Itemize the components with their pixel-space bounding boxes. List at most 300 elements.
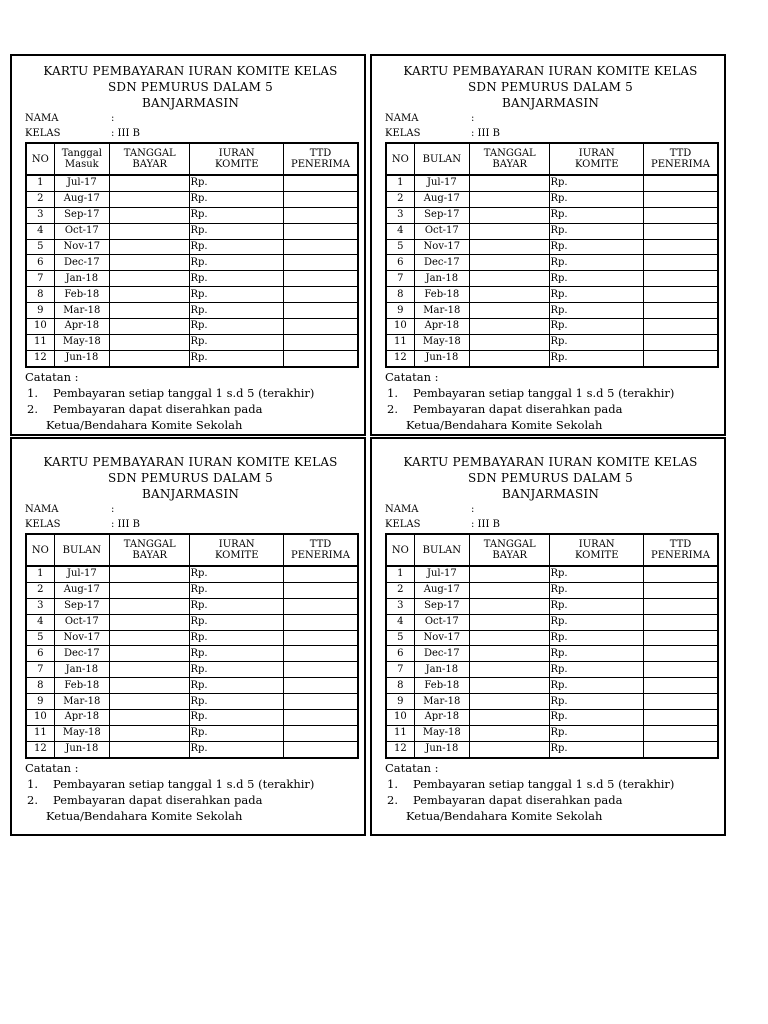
row-no: 11: [26, 334, 54, 350]
row-iuran: Rp.: [550, 255, 644, 271]
row-iuran: Rp.: [190, 582, 284, 598]
note-2-text: Pembayaran dapat diserahkan pada: [53, 792, 263, 807]
card-title-line-2: SDN PEMURUS DALAM 5: [107, 80, 274, 94]
note-1-text: Pembayaran setiap tanggal 1 s.d 5 (terakhir): [53, 776, 315, 791]
nama-row: [25, 111, 356, 126]
row-tanggal-bayar: [469, 334, 549, 350]
card-body: [372, 56, 724, 433]
row-iuran: Rp.: [550, 710, 644, 726]
row-month: Aug-17: [54, 582, 109, 598]
row-tanggal-bayar: [109, 191, 189, 207]
row-tanggal-bayar: [109, 566, 189, 582]
kelas-value: : III B: [111, 519, 140, 530]
table-row: [386, 646, 718, 662]
row-month: Dec-17: [414, 646, 469, 662]
card-title-line-3: BANJARMASIN: [501, 96, 600, 110]
table-row: [26, 255, 358, 271]
row-tanggal-bayar: [469, 710, 549, 726]
notes-section: [385, 369, 716, 433]
table-row: [26, 678, 358, 694]
note-1: [385, 776, 716, 792]
kelas-value: : III B: [471, 519, 500, 530]
col-ttd-header: TTD PENERIMA: [284, 143, 358, 175]
col-month-header: Tanggal Masuk: [54, 143, 109, 175]
row-tanggal-bayar: [109, 725, 189, 741]
row-ttd: [284, 255, 358, 271]
row-month: Dec-17: [414, 255, 469, 271]
note-1-text: Pembayaran setiap tanggal 1 s.d 5 (terakhir): [413, 776, 675, 791]
row-ttd: [644, 582, 718, 598]
notes-heading: Catatan :: [25, 760, 79, 775]
row-month: Mar-18: [414, 694, 469, 710]
nama-value: :: [471, 113, 475, 124]
row-ttd: [644, 271, 718, 287]
table-row: [26, 239, 358, 255]
row-no: 3: [386, 207, 414, 223]
row-no: 12: [26, 350, 54, 366]
row-month: May-18: [414, 334, 469, 350]
row-no: 7: [26, 271, 54, 287]
row-tanggal-bayar: [109, 255, 189, 271]
row-no: 5: [386, 630, 414, 646]
row-tanggal-bayar: [469, 678, 549, 694]
table-row: [26, 191, 358, 207]
note-1-number: 1.: [27, 776, 38, 791]
col-no-header: NO: [386, 534, 414, 566]
row-no: 10: [26, 319, 54, 335]
row-iuran: Rp.: [550, 319, 644, 335]
row-month: Feb-18: [54, 287, 109, 303]
row-no: 9: [26, 303, 54, 319]
row-month: Feb-18: [414, 678, 469, 694]
col-month-header: BULAN: [414, 534, 469, 566]
row-no: 10: [386, 319, 414, 335]
row-month: Jun-18: [54, 741, 109, 757]
note-2-number: 2.: [387, 401, 398, 416]
row-iuran: Rp.: [190, 239, 284, 255]
row-iuran: Rp.: [190, 287, 284, 303]
table-row: [386, 191, 718, 207]
row-month: Jul-17: [414, 566, 469, 582]
row-iuran: Rp.: [190, 223, 284, 239]
row-ttd: [284, 646, 358, 662]
row-no: 11: [26, 725, 54, 741]
row-ttd: [644, 598, 718, 614]
table-row: [26, 598, 358, 614]
row-ttd: [284, 239, 358, 255]
notes-section: [25, 760, 356, 824]
row-ttd: [644, 694, 718, 710]
row-tanggal-bayar: [109, 334, 189, 350]
table-row: [26, 303, 358, 319]
row-ttd: [284, 725, 358, 741]
row-tanggal-bayar: [469, 566, 549, 582]
table-row: [386, 207, 718, 223]
row-no: 2: [26, 582, 54, 598]
row-tanggal-bayar: [469, 191, 549, 207]
row-tanggal-bayar: [469, 319, 549, 335]
row-ttd: [284, 582, 358, 598]
row-month: Jun-18: [414, 741, 469, 757]
row-no: 4: [26, 614, 54, 630]
row-iuran: Rp.: [190, 725, 284, 741]
row-tanggal-bayar: [469, 694, 549, 710]
kelas-label: KELAS: [385, 519, 421, 530]
row-ttd: [284, 175, 358, 191]
row-no: 1: [26, 175, 54, 191]
note-2-continuation: Ketua/Bendahara Komite Sekolah: [46, 417, 243, 432]
row-month: Nov-17: [54, 630, 109, 646]
nama-row: [25, 502, 356, 517]
note-2-number: 2.: [27, 401, 38, 416]
row-ttd: [644, 303, 718, 319]
row-tanggal-bayar: [109, 207, 189, 223]
table-row: [386, 598, 718, 614]
row-iuran: Rp.: [550, 175, 644, 191]
row-iuran: Rp.: [190, 630, 284, 646]
row-tanggal-bayar: [109, 350, 189, 366]
row-no: 9: [386, 303, 414, 319]
row-iuran: Rp.: [550, 303, 644, 319]
payment-table: [25, 533, 359, 759]
card-title-line-3: BANJARMASIN: [141, 96, 240, 110]
row-iuran: Rp.: [190, 566, 284, 582]
row-tanggal-bayar: [469, 598, 549, 614]
row-ttd: [644, 255, 718, 271]
row-no: 4: [26, 223, 54, 239]
row-iuran: Rp.: [550, 694, 644, 710]
row-month: Jun-18: [414, 350, 469, 366]
col-iuran-header: IURAN KOMITE: [190, 143, 284, 175]
card-title-line-1: KARTU PEMBAYARAN IURAN KOMITE KELAS: [43, 64, 338, 78]
col-no-header: NO: [26, 534, 54, 566]
row-month: Jan-18: [54, 271, 109, 287]
note-1-number: 1.: [387, 385, 398, 400]
table-row: [386, 662, 718, 678]
row-month: Sep-17: [54, 598, 109, 614]
row-no: 7: [26, 662, 54, 678]
table-row: [26, 334, 358, 350]
row-iuran: Rp.: [550, 207, 644, 223]
table-header-row: [26, 143, 358, 175]
note-2-continuation: Ketua/Bendahara Komite Sekolah: [406, 417, 603, 432]
payment-card-1: [10, 54, 366, 436]
table-row: [26, 175, 358, 191]
col-iuran-header: IURAN KOMITE: [550, 143, 644, 175]
table-row: [386, 614, 718, 630]
kelas-label: KELAS: [385, 128, 421, 139]
col-iuran-header: IURAN KOMITE: [550, 534, 644, 566]
table-row: [26, 350, 358, 366]
row-ttd: [644, 662, 718, 678]
row-iuran: Rp.: [550, 191, 644, 207]
note-1-number: 1.: [27, 385, 38, 400]
table-row: [386, 678, 718, 694]
table-row: [386, 630, 718, 646]
card-title-line-1: KARTU PEMBAYARAN IURAN KOMITE KELAS: [43, 455, 338, 469]
row-no: 3: [386, 598, 414, 614]
table-row: [26, 741, 358, 757]
row-iuran: Rp.: [190, 614, 284, 630]
note-1: [25, 776, 356, 792]
row-iuran: Rp.: [190, 646, 284, 662]
row-no: 1: [386, 175, 414, 191]
nama-label: NAMA: [385, 504, 419, 515]
row-iuran: Rp.: [550, 662, 644, 678]
row-tanggal-bayar: [109, 223, 189, 239]
note-2-continuation: Ketua/Bendahara Komite Sekolah: [46, 808, 243, 823]
table-row: [26, 319, 358, 335]
row-month: Jul-17: [414, 175, 469, 191]
row-no: 10: [26, 710, 54, 726]
nama-value: :: [111, 504, 115, 515]
row-iuran: Rp.: [190, 255, 284, 271]
row-month: Jul-17: [54, 566, 109, 582]
payment-card-4: [370, 437, 726, 836]
card-title-line-3: BANJARMASIN: [141, 487, 240, 501]
row-no: 9: [26, 694, 54, 710]
row-ttd: [284, 566, 358, 582]
row-ttd: [284, 662, 358, 678]
row-tanggal-bayar: [469, 741, 549, 757]
kelas-label: KELAS: [25, 519, 61, 530]
row-no: 12: [386, 350, 414, 366]
table-row: [386, 741, 718, 757]
row-ttd: [644, 710, 718, 726]
table-row: [386, 287, 718, 303]
nama-row: [385, 502, 716, 517]
card-title-line-1: KARTU PEMBAYARAN IURAN KOMITE KELAS: [403, 455, 698, 469]
row-month: May-18: [54, 725, 109, 741]
note-2-text: Pembayaran dapat diserahkan pada: [413, 792, 623, 807]
row-no: 6: [26, 255, 54, 271]
row-month: Jun-18: [54, 350, 109, 366]
col-no-header: NO: [386, 143, 414, 175]
row-month: Feb-18: [414, 287, 469, 303]
row-iuran: Rp.: [550, 630, 644, 646]
row-month: Mar-18: [54, 694, 109, 710]
row-iuran: Rp.: [550, 725, 644, 741]
row-ttd: [644, 350, 718, 366]
notes-heading: Catatan :: [385, 369, 439, 384]
card-title-line-2: SDN PEMURUS DALAM 5: [467, 471, 634, 485]
row-month: Oct-17: [414, 223, 469, 239]
row-iuran: Rp.: [550, 350, 644, 366]
row-tanggal-bayar: [109, 694, 189, 710]
col-month-header: BULAN: [54, 534, 109, 566]
row-iuran: Rp.: [550, 566, 644, 582]
kelas-row: [385, 517, 716, 532]
col-ttd-header: TTD PENERIMA: [644, 143, 718, 175]
col-tanggal-header: TANGGAL BAYAR: [469, 534, 549, 566]
row-no: 5: [386, 239, 414, 255]
row-iuran: Rp.: [550, 287, 644, 303]
payment-table: [25, 142, 359, 368]
row-iuran: Rp.: [550, 223, 644, 239]
table-row: [26, 630, 358, 646]
row-ttd: [644, 207, 718, 223]
row-no: 8: [386, 678, 414, 694]
row-iuran: Rp.: [550, 598, 644, 614]
row-no: 1: [386, 566, 414, 582]
row-iuran: Rp.: [550, 646, 644, 662]
note-1: [385, 385, 716, 401]
row-no: 6: [26, 646, 54, 662]
table-row: [26, 710, 358, 726]
row-tanggal-bayar: [109, 614, 189, 630]
payment-table: [385, 142, 719, 368]
note-2: [385, 401, 716, 417]
row-tanggal-bayar: [469, 303, 549, 319]
table-row: [26, 207, 358, 223]
table-row: [26, 646, 358, 662]
card-body: [12, 439, 364, 824]
row-month: Sep-17: [414, 207, 469, 223]
row-no: 8: [26, 287, 54, 303]
row-ttd: [284, 694, 358, 710]
table-row: [26, 614, 358, 630]
note-2-continuation: Ketua/Bendahara Komite Sekolah: [406, 808, 603, 823]
row-no: 1: [26, 566, 54, 582]
row-ttd: [284, 630, 358, 646]
table-row: [26, 271, 358, 287]
kelas-value: : III B: [111, 128, 140, 139]
row-no: 12: [26, 741, 54, 757]
table-row: [386, 725, 718, 741]
row-iuran: Rp.: [550, 239, 644, 255]
row-no: 5: [26, 239, 54, 255]
row-tanggal-bayar: [469, 350, 549, 366]
row-tanggal-bayar: [109, 662, 189, 678]
note-1-text: Pembayaran setiap tanggal 1 s.d 5 (terakhir): [53, 385, 315, 400]
kelas-row: [25, 126, 356, 141]
row-iuran: Rp.: [190, 175, 284, 191]
col-ttd-header: TTD PENERIMA: [644, 534, 718, 566]
row-iuran: Rp.: [190, 207, 284, 223]
row-tanggal-bayar: [109, 598, 189, 614]
card-title-line-2: SDN PEMURUS DALAM 5: [107, 471, 274, 485]
row-tanggal-bayar: [109, 239, 189, 255]
card-title-line-3: BANJARMASIN: [501, 487, 600, 501]
row-tanggal-bayar: [469, 646, 549, 662]
row-ttd: [284, 614, 358, 630]
row-ttd: [284, 710, 358, 726]
col-iuran-header: IURAN KOMITE: [190, 534, 284, 566]
kelas-row: [25, 517, 356, 532]
row-iuran: Rp.: [190, 319, 284, 335]
row-month: Apr-18: [414, 319, 469, 335]
row-month: Apr-18: [414, 710, 469, 726]
row-ttd: [284, 334, 358, 350]
row-ttd: [284, 319, 358, 335]
nama-label: NAMA: [25, 113, 59, 124]
row-no: 2: [386, 582, 414, 598]
row-month: Nov-17: [54, 239, 109, 255]
row-ttd: [644, 319, 718, 335]
nama-value: :: [111, 113, 115, 124]
table-row: [386, 303, 718, 319]
row-no: 4: [386, 614, 414, 630]
table-row: [386, 271, 718, 287]
payment-table: [385, 533, 719, 759]
row-tanggal-bayar: [469, 271, 549, 287]
row-month: Aug-17: [414, 191, 469, 207]
row-no: 8: [386, 287, 414, 303]
table-row: [386, 710, 718, 726]
table-row: [386, 694, 718, 710]
row-month: Aug-17: [414, 582, 469, 598]
kelas-label: KELAS: [25, 128, 61, 139]
row-ttd: [284, 741, 358, 757]
row-month: Jan-18: [414, 662, 469, 678]
note-2: [385, 792, 716, 808]
table-row: [26, 582, 358, 598]
table-row: [386, 350, 718, 366]
row-tanggal-bayar: [109, 271, 189, 287]
row-iuran: Rp.: [190, 662, 284, 678]
nama-value: :: [471, 504, 475, 515]
row-month: Mar-18: [54, 303, 109, 319]
row-month: Nov-17: [414, 239, 469, 255]
row-month: Jul-17: [54, 175, 109, 191]
row-tanggal-bayar: [469, 725, 549, 741]
note-2-number: 2.: [27, 792, 38, 807]
row-month: Sep-17: [414, 598, 469, 614]
row-ttd: [644, 287, 718, 303]
row-tanggal-bayar: [469, 255, 549, 271]
row-iuran: Rp.: [190, 271, 284, 287]
row-month: May-18: [414, 725, 469, 741]
row-iuran: Rp.: [190, 303, 284, 319]
col-tanggal-header: TANGGAL BAYAR: [109, 534, 189, 566]
table-row: [26, 223, 358, 239]
table-row: [26, 662, 358, 678]
row-no: 12: [386, 741, 414, 757]
payment-card-2: [370, 54, 726, 436]
row-month: Jan-18: [414, 271, 469, 287]
note-1-text: Pembayaran setiap tanggal 1 s.d 5 (terakhir): [413, 385, 675, 400]
row-iuran: Rp.: [190, 334, 284, 350]
row-no: 9: [386, 694, 414, 710]
row-ttd: [644, 239, 718, 255]
row-tanggal-bayar: [469, 239, 549, 255]
row-iuran: Rp.: [550, 678, 644, 694]
row-month: Oct-17: [54, 223, 109, 239]
row-month: Apr-18: [54, 710, 109, 726]
table-row: [386, 223, 718, 239]
table-header-row: [26, 534, 358, 566]
row-ttd: [644, 630, 718, 646]
note-1: [25, 385, 356, 401]
col-tanggal-header: TANGGAL BAYAR: [469, 143, 549, 175]
notes-section: [25, 369, 356, 433]
table-row: [386, 334, 718, 350]
row-month: Feb-18: [54, 678, 109, 694]
payment-card-3: [10, 437, 366, 836]
row-tanggal-bayar: [109, 287, 189, 303]
note-2-text: Pembayaran dapat diserahkan pada: [53, 401, 263, 416]
col-ttd-header: TTD PENERIMA: [284, 534, 358, 566]
card-title-line-1: KARTU PEMBAYARAN IURAN KOMITE KELAS: [403, 64, 698, 78]
row-ttd: [284, 678, 358, 694]
row-no: 10: [386, 710, 414, 726]
row-ttd: [644, 175, 718, 191]
row-month: Dec-17: [54, 646, 109, 662]
row-tanggal-bayar: [109, 678, 189, 694]
card-body: [372, 439, 724, 824]
row-iuran: Rp.: [190, 710, 284, 726]
table-row: [26, 694, 358, 710]
